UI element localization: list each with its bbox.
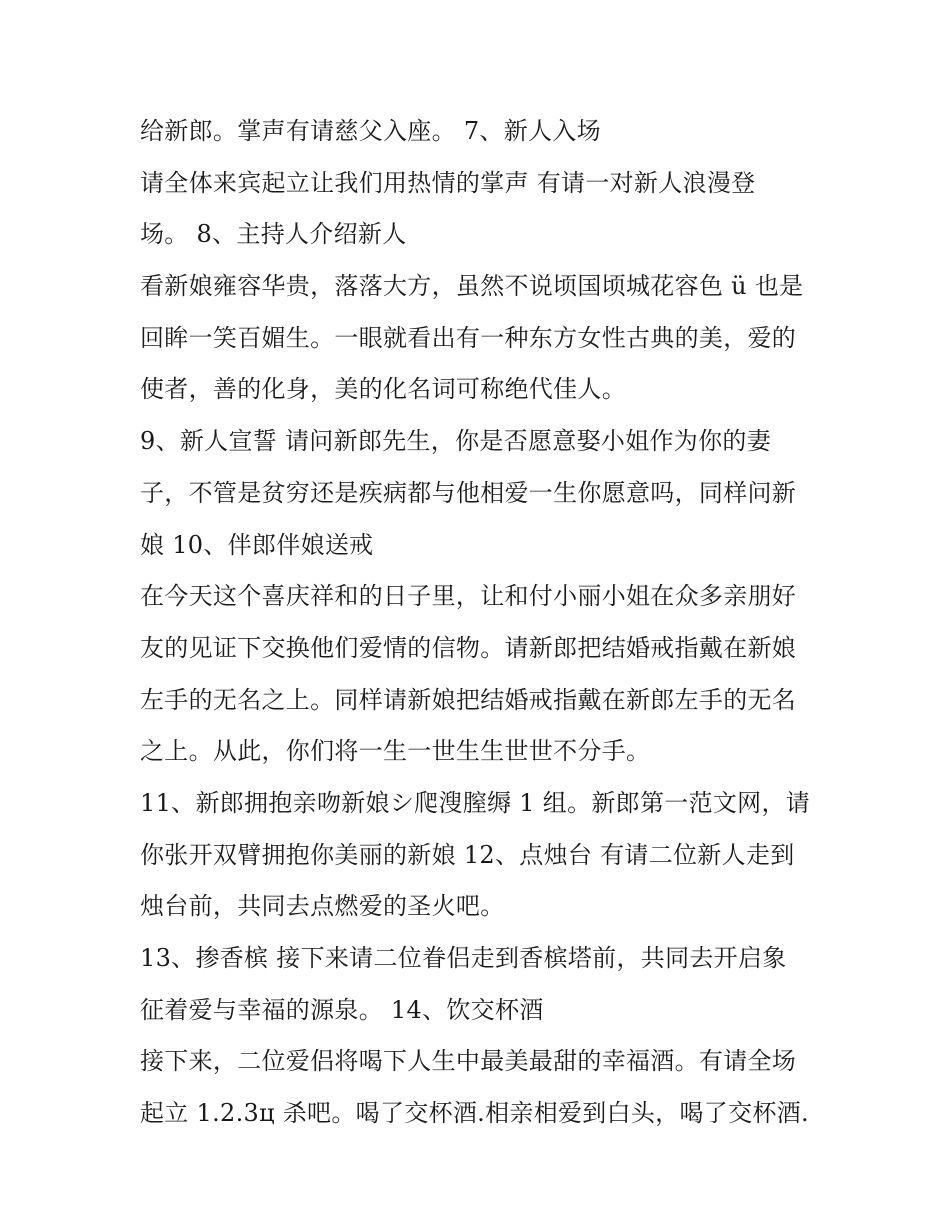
document-body [140, 106, 830, 1140]
text-line: 接下来，二位爱侣将喝下人生中最美最甜的幸福酒。有请全场 [140, 1047, 797, 1076]
text-line: 之上。从此，你们将一生一世生生世世不分手。 [140, 737, 651, 766]
text-line: 请全体来宾起立让我们用热情的掌声 有请一对新人浪漫登 [140, 168, 756, 197]
text-line: 9、新人宣誓 请问新郎先生，你是否愿意娶小姐作为你的妻 [140, 427, 771, 456]
text-line: 看新娘雍容华贵，落落大方，虽然不说顷国顷城花容色 ü 也是 [140, 272, 804, 301]
text-line: 起立 1.2.3ц 杀吧。喝了交杯酒.相亲相爱到白头，喝了交杯酒. [140, 1099, 809, 1128]
text-line: 回眸一笑百媚生。一眼就看出有一种东方女性古典的美，爱的 [140, 323, 797, 352]
text-line: 你张开双臂拥抱你美丽的新娘 12、点烛台 有请二位新人走到 [140, 840, 795, 869]
text-line: 娘 10、伴郎伴娘送戒 [140, 530, 374, 559]
text-line: 13、掺香槟 接下来请二位眷侣走到香槟塔前，共同去开启象 [140, 944, 787, 972]
text-line: 烛台前，共同去点燃爱的圣火吧。 [140, 892, 505, 921]
text-line: 在今天这个喜庆祥和的日子里，让和付小丽小姐在众多亲朋好 [140, 582, 797, 611]
text-line: 征着爱与幸福的源泉。 14、饮交杯酒 [140, 995, 544, 1024]
text-line: 给新郎。掌声有请慈父入座。 7、新人入场 [140, 117, 601, 145]
text-line: 左手的无名之上。同样请新娘把结婚戒指戴在新郎左手的无名 [140, 685, 797, 714]
text-line: 友的见证下交换他们爱情的信物。请新郎把结婚戒指戴在新娘 [140, 633, 797, 662]
text-line: 11、新郎拥抱亲吻新娘シ爬溲膣缛 1 组。新郎第一范文网，请 [140, 788, 811, 817]
text-line: 场。 8、主持人介绍新人 [140, 220, 407, 249]
text-line: 子，不管是贫穷还是疾病都与他相爱一生你愿意吗，同样问新 [140, 478, 797, 507]
text-line: 使者，善的化身，美的化名词可称绝代佳人。 [140, 375, 626, 404]
